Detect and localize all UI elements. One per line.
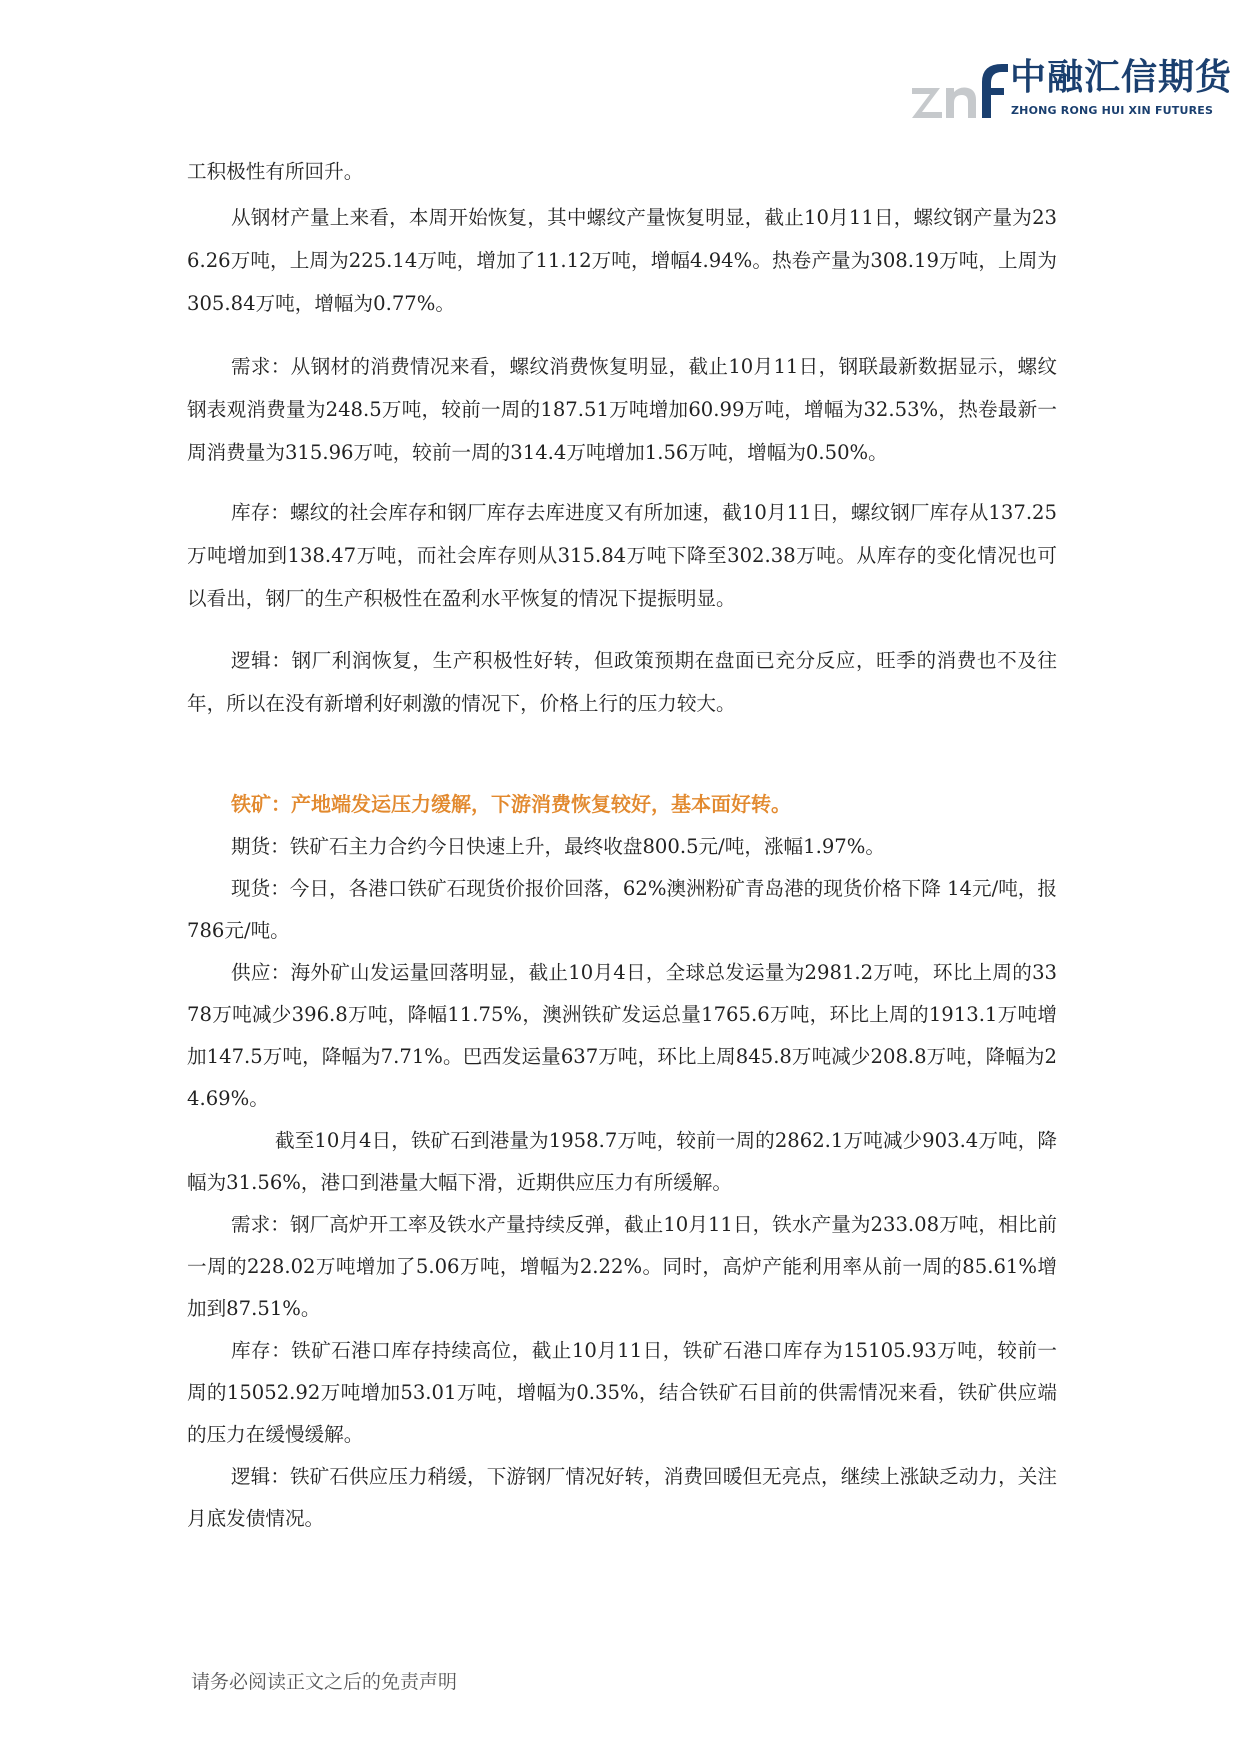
znf-logo-mark bbox=[910, 58, 1010, 126]
iron-logic-paragraph: 逻辑：铁矿石供应压力稍缓，下游钢厂情况好转，消费回暖但无亮点，继续上涨缺乏动力，关注月底发债情况。 bbox=[187, 1465, 1057, 1530]
iron-futures-paragraph: 期货：铁矿石主力合约今日快速上升，最终收盘800.5元/吨，涨幅1.97%。 bbox=[231, 835, 885, 858]
iron-arrivals-paragraph: 截至10月4日，铁矿石到港量为1958.7万吨，较前一周的2862.1万吨减少903.4万吨，降幅为31.56%，港口到港量大幅下滑，近期供应压力有所缓解。 bbox=[187, 1129, 1057, 1194]
company-logo bbox=[910, 57, 1233, 126]
iron-ore-section-heading: 铁矿：产地端发运压力缓解，下游消费恢复较好，基本面好转。 bbox=[231, 792, 791, 816]
logo-chinese-name: 中融汇信期货 bbox=[1010, 57, 1233, 98]
steel-paragraph-continuation: 工积极性有所回升。 bbox=[187, 160, 364, 183]
steel-demand-paragraph: 需求：从钢材的消费情况来看，螺纹消费恢复明显，截止10月11日，钢联最新数据显示，螺纹钢表观消费量为248.5万吨，较前一周的187.51万吨增加60.99万吨，增幅为32.53%，热卷最新一周消费量为315.96万吨，较前一周的314.4万吨增加1.56万吨，增幅为0.50%。 bbox=[187, 355, 1057, 464]
steel-production-paragraph: 从钢材产量上来看，本周开始恢复，其中螺纹产量恢复明显，截止10月11日，螺纹钢产量为236.26万吨，上周为225.14万吨，增加了11.12万吨，增幅4.94%。热卷产量为308.19万吨，上周为305.84万吨，增幅为0.77%。 bbox=[187, 206, 1057, 315]
iron-spot-paragraph: 现货：今日，各港口铁矿石现货价报价回落，62%澳洲粉矿青岛港的现货价格下降 14元/吨，报786元/吨。 bbox=[187, 877, 1057, 942]
steel-inventory-paragraph: 库存：螺纹的社会库存和钢厂库存去库进度又有所加速，截10月11日，螺纹钢厂库存从137.25万吨增加到138.47万吨，而社会库存则从315.84万吨下降至302.38万吨。从库存的变化情况也可以看出，钢厂的生产积极性在盈利水平恢复的情况下提振明显。 bbox=[187, 501, 1057, 610]
iron-inventory-paragraph: 库存：铁矿石港口库存持续高位，截止10月11日，铁矿石港口库存为15105.93万吨，较前一周的15052.92万吨增加53.01万吨，增幅为0.35%，结合铁矿石目前的供需情况来看，铁矿供应端的压力在缓慢缓解。 bbox=[187, 1339, 1057, 1446]
logo-english-name: ZHONG RONG HUI XIN FUTURES bbox=[1011, 104, 1214, 117]
steel-logic-paragraph: 逻辑：钢厂利润恢复，生产积极性好转，但政策预期在盘面已充分反应，旺季的消费也不及往年，所以在没有新增利好刺激的情况下，价格上行的压力较大。 bbox=[187, 649, 1057, 715]
iron-supply-paragraph: 供应：海外矿山发运量回落明显，截止10月4日，全球总发运量为2981.2万吨，环比上周的3378万吨减少396.8万吨，降幅11.75%，澳洲铁矿发运总量1765.6万吨，环比上周的1913.1万吨增加147.5万吨，降幅为7.71%。巴西发运量637万吨，环比上周845.8万吨减少208.8万吨，降幅为24.69%。 bbox=[187, 961, 1057, 1110]
iron-demand-paragraph: 需求：钢厂高炉开工率及铁水产量持续反弹，截止10月11日，铁水产量为233.08万吨，相比前一周的228.02万吨增加了5.06万吨，增幅为2.22%。同时，高炉产能利用率从前一周的85.61%增加到87.51%。 bbox=[187, 1213, 1057, 1320]
disclaimer-footer: 请务必阅读正文之后的免责声明 bbox=[191, 1671, 458, 1693]
